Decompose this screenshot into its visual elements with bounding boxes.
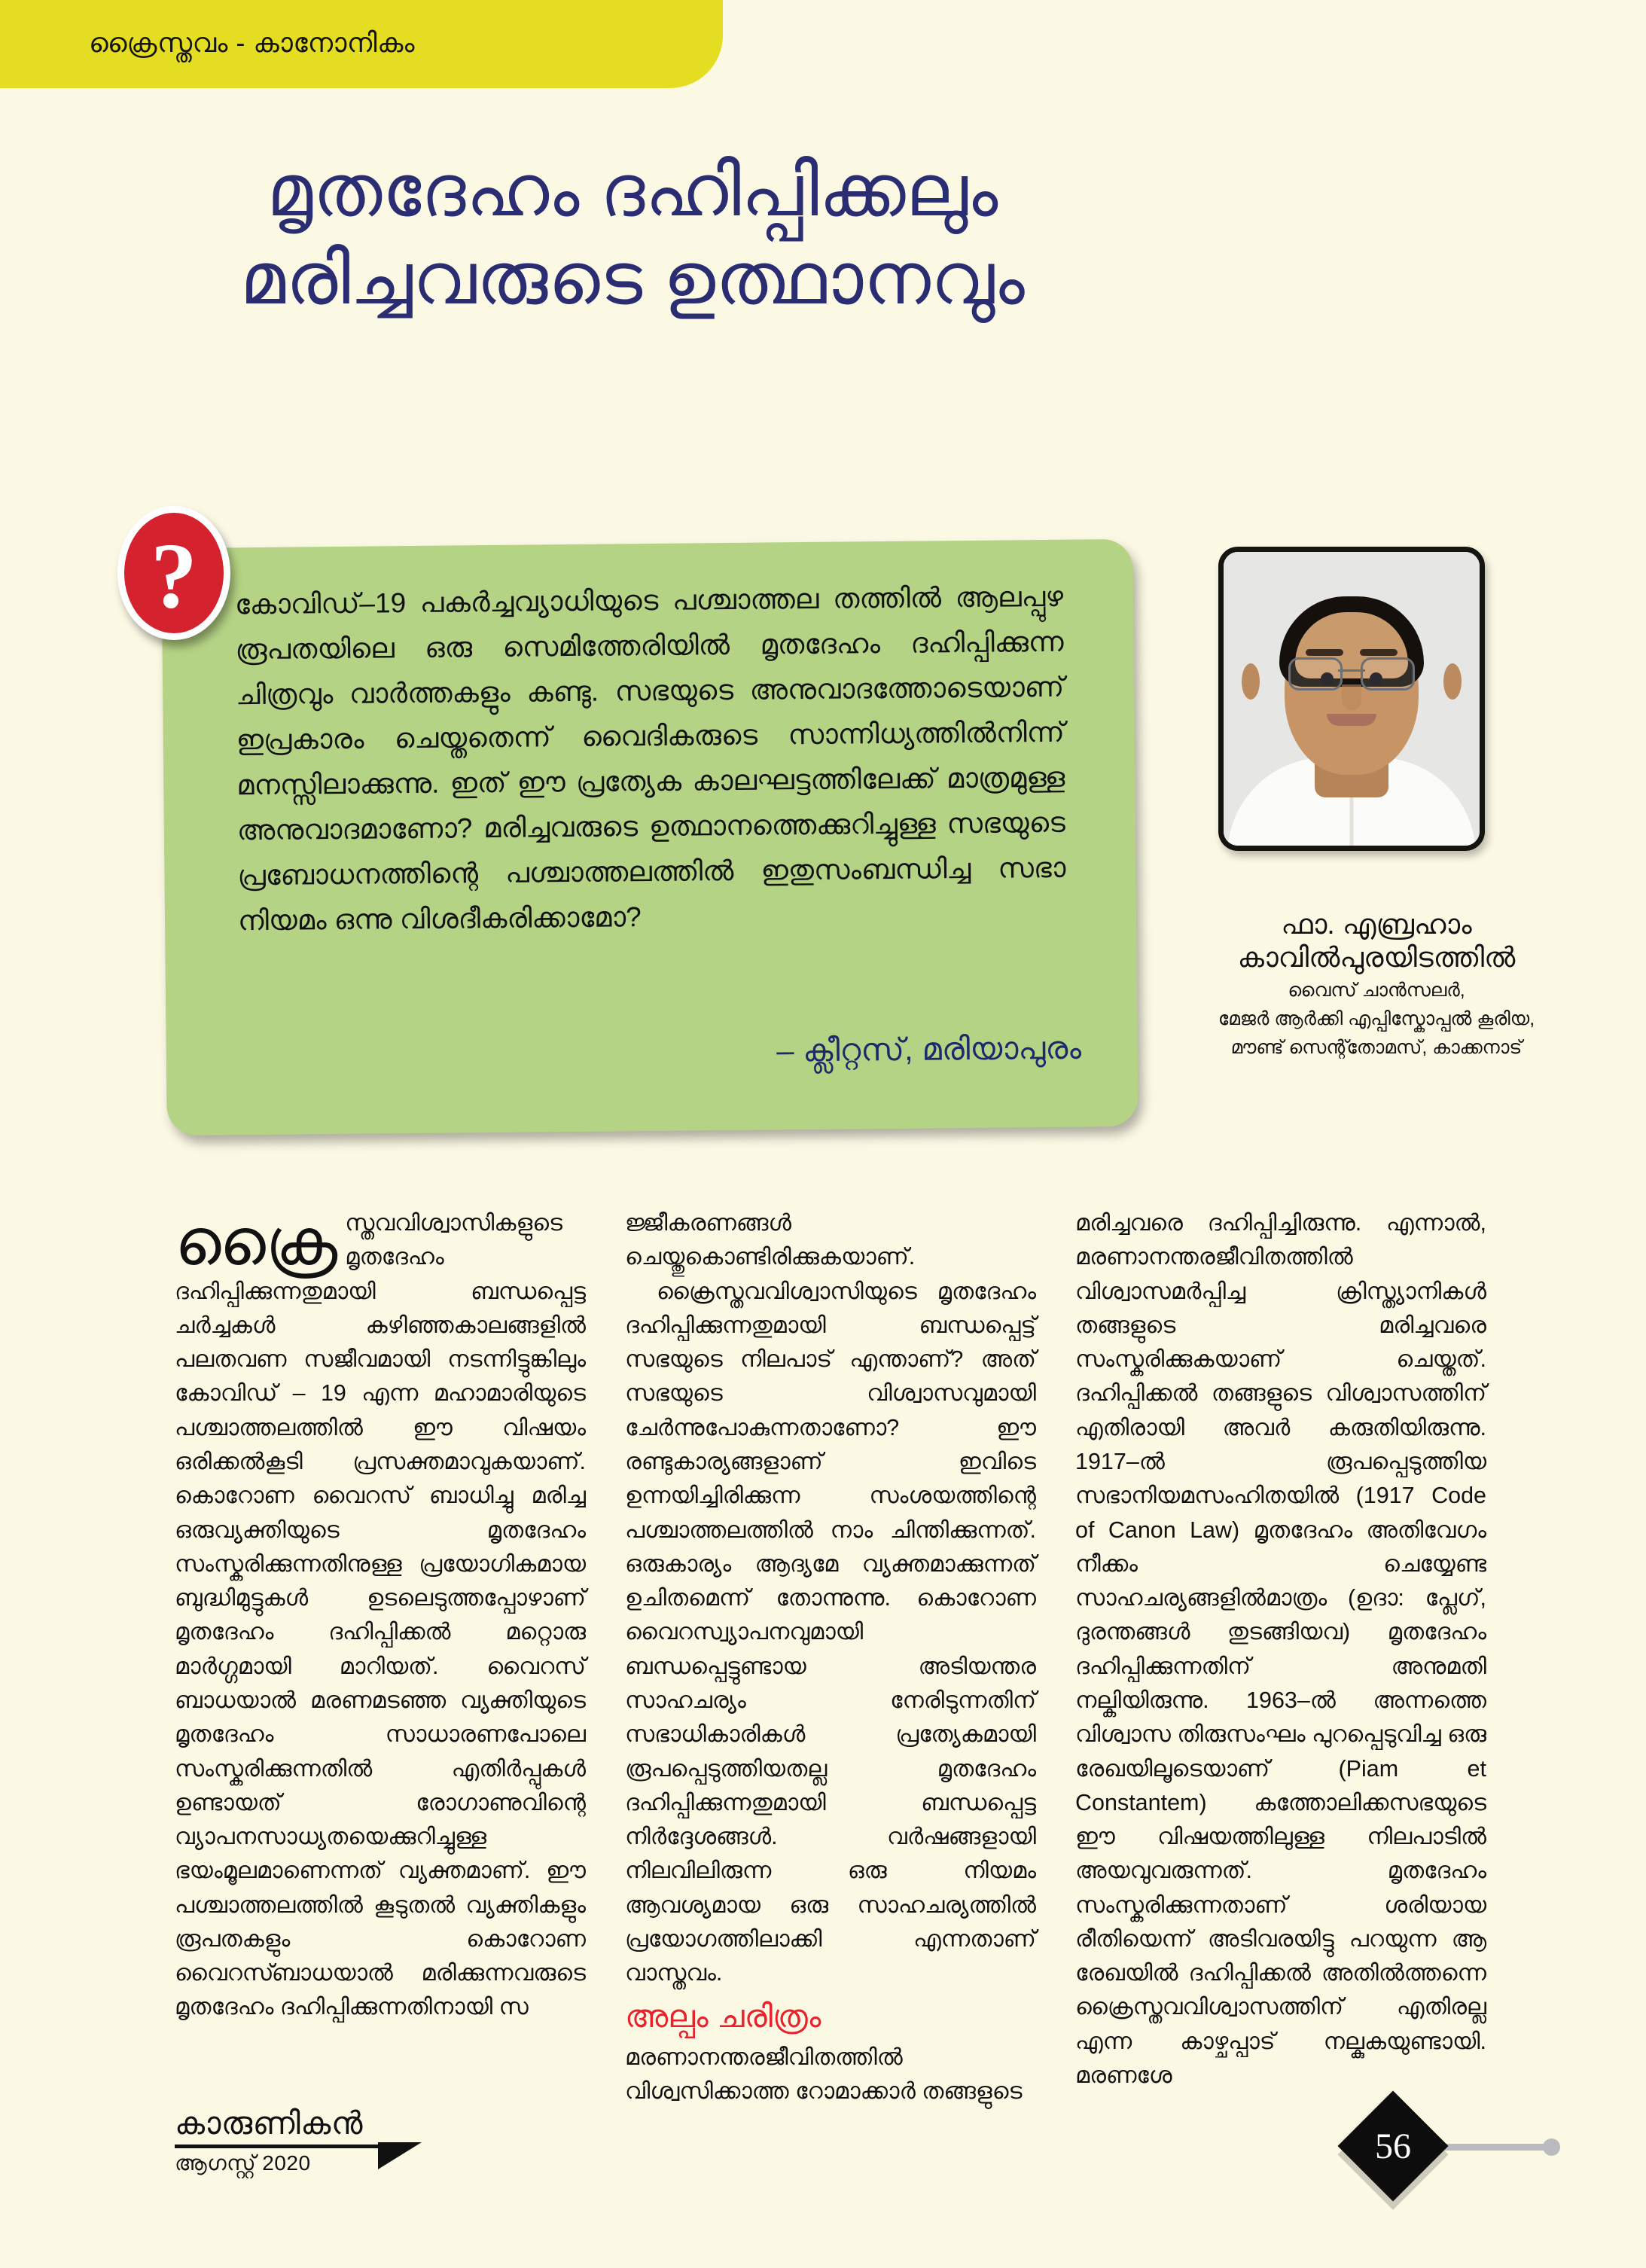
- glasses-bridge: [1338, 669, 1365, 672]
- headline-line-2: മരിച്ചവരുടെ ഉത്ഥാനവും: [239, 239, 1026, 320]
- author-caption: [1158, 908, 1595, 1059]
- portrait-brow-left: [1306, 649, 1343, 656]
- category-label: ക്രൈസ്തവം - കാനോനികം: [89, 26, 415, 58]
- avatar: [1224, 552, 1480, 846]
- column-1-paragraph-1: [175, 1206, 586, 2025]
- column-2-paragraph-2: ക്രൈസ്തവവിശ്വാസിയുടെ മൃതദേഹം ദഹിപ്പിക്കുന്നതുമായി ബന്ധപ്പെട്ട് സഭയുടെ നിലപാട് എന്താണ്? അത് സഭയുടെ വിശ്വാസവുമായി ചേർന്നുപോകുന്നതാണോ? ഈ രണ്ടുകാര്യങ്ങളാണ് ഇവിടെ ഉന്നയിച്ചിരിക്കുന്ന സംശയത്തിന്റെ പശ്ചാത്തലത്തിൽ നാം ചിന്തിക്കുന്നത്. ഒരുകാര്യം ആദ്യമേ വ്യക്തമാക്കുന്നത് ഉചിതമെന്ന് തോന്നുന്നു. കൊറോണ വൈറസ്വ്യാപനവുമായി ബന്ധപ്പെട്ടുണ്ടായ അടിയന്തര സാഹചര്യം നേരിടുന്നതിന് സഭാധികാരികൾ പ്രത്യേകമായി രൂപപ്പെടുത്തിയതല്ല മൃതദേഹം ദഹിപ്പിക്കുന്നതുമായി ബന്ധപ്പെട്ട നിർദ്ദേശങ്ങൾ. വർഷങ്ങളായി നിലവിലിരുന്ന ഒരു നിയമം ആവശ്യമായ ഒരു സാഹചര്യത്തിൽ പ്രയോഗത്തിലാക്കി എന്നതാണ് വാസ്തവം.: [625, 1278, 1036, 1986]
- headline-line-1: മൃതദേഹം ദഹിപ്പിക്കലും: [267, 151, 998, 231]
- section-subheading: അല്പം ചരിത്രം: [625, 1998, 821, 2035]
- category-tab: [0, 0, 723, 88]
- column-1-text: സ്തവവിശ്വാസികളുടെ മൃതദേഹം ദഹിപ്പിക്കുന്നതുമായി ബന്ധപ്പെട്ട ചർച്ചകൾ കഴിഞ്ഞകാലങ്ങളിൽ പലതവണ സജീവമായി നടന്നിട്ടുങ്കിലും കോവിഡ് – 19 എന്ന മഹാമാരിയുടെ പശ്ചാത്തലത്തിൽ ഈ വിഷയം ഒരിക്കൽകൂടി പ്രസക്തമാവുകയാണ്. കൊറോണ വൈറസ് ബാധിച്ചു മരിച്ച ഒരുവ്യക്തിയുടെ മൃതദേഹം സംസ്കരിക്കുന്നതിനുള്ള പ്രയോഗികമായ ബുദ്ധിമുട്ടുകൾ ഉടലെടുത്തപ്പോഴാണ് മൃതദേഹം ദഹിപ്പിക്കൽ മറ്റൊരു മാർഗ്ഗമായി മാറിയത്. വൈറസ് ബാധയാൽ മരണമടഞ്ഞ വ്യക്തിയുടെ മൃതദേഹം സാധാരണപോലെ സംസ്കരിക്കുന്നതിൽ എതിർപ്പുകൾ ഉണ്ടായത് രോഗാണുവിന്റെ വ്യാപനസാധ്യതയെക്കുറിച്ചുള്ള ഭയംമൂലമാണെന്നത് വ്യക്തമാണ്. ഈ പശ്ചാത്തലത്തിൽ കൂടുതൽ വ്യക്തികളും രൂപതകളും കൊറോണ വൈറസ്ബാധയാൽ മരിക്കുന്നവരുടെ മൃതദേഹം ദഹിപ്പിക്കുന്നതിനായി സ: [175, 1210, 586, 2020]
- author-role-line-3: മൗണ്ട് സെന്റ്തോമസ്, കാക്കനാട്: [1230, 1037, 1523, 1059]
- glasses-icon: [1288, 657, 1415, 687]
- author-role-line-1: വൈസ് ചാൻസലർ,: [1288, 980, 1465, 1001]
- column-2-paragraph-1: ജ്ജീകരണങ്ങൾ ചെയ്തുകൊണ്ടിരിക്കുകയാണ്.: [625, 1210, 916, 1270]
- footer-masthead: [175, 2107, 521, 2176]
- author-name-line-2: കാവിൽപുരയിടത്തിൽ: [1237, 941, 1516, 973]
- portrait-eye-right: [1370, 672, 1382, 685]
- portrait-mouth: [1327, 714, 1376, 726]
- pin-dot-icon: [1543, 2138, 1560, 2156]
- pin-line: [1431, 2144, 1550, 2151]
- portrait-nose: [1342, 684, 1361, 710]
- author-role-line-2: മേജർ ആർക്കി എപ്പിസ്കോപ്പൽ കൂരിയ,: [1218, 1008, 1535, 1030]
- article-column-1: [175, 1206, 586, 2108]
- author-photo: [1218, 547, 1485, 851]
- question-attribution: – ക്ലീറ്റസ്, മരിയാപുരം: [776, 1029, 1082, 1068]
- article-body: [175, 1206, 1486, 2108]
- question-card: [151, 524, 1135, 1146]
- portrait-eye-left: [1321, 672, 1334, 685]
- question-mark-icon: ?: [117, 506, 230, 640]
- page-number: 56: [1375, 2126, 1411, 2166]
- portrait-brow-right: [1360, 649, 1398, 656]
- article-column-3: [1075, 1206, 1486, 2108]
- glasses-lens-left: [1288, 657, 1343, 690]
- column-3-paragraph-1: മരിച്ചവരെ ദഹിപ്പിച്ചിരുന്നു. എന്നാൽ, മരണാനന്തരജീവിതത്തിൽ വിശ്വാസമർപ്പിച്ച ക്രിസ്ത്യാനികൾ തങ്ങളുടെ മരിച്ചവരെ സംസ്കരിക്കുകയാണ് ചെയ്തത്. ദഹിപ്പിക്കൽ തങ്ങളുടെ വിശ്വാസത്തിന് എതിരായി അവർ കരുതിയിരുന്നു. 1917–ൽ രൂപപ്പെടുത്തിയ സഭാനിയമസംഹിതയിൽ (1917 Code of Canon Law) മൃതദേഹം അതിവേഗം നീക്കം ചെയ്യേണ്ട സാഹചര്യങ്ങളിൽമാത്രം (ഉദാ: പ്ലേഗ്, ദുരന്തങ്ങൾ തുടങ്ങിയവ) മൃതദേഹം ദഹിപ്പിക്കുന്നതിന് അനുമതി നല്കിയിരുന്നു. 1963–ൽ അന്നത്തെ വിശ്വാസ തിരുസംഘം പുറപ്പെടുവിച്ച ഒരു രേഖയിലൂടെയാണ് (Piam et Constantem) കത്തോലിക്കസഭയുടെ ഈ വിഷയത്തിലുള്ള നിലപാടിൽ അയവുവരുന്നത്. മൃതദേഹം സംസ്കരിക്കുന്നതാണ് ശരിയായ രീതിയെന്ന് അടിവരയിട്ടു പറയുന്ന ആ രേഖയിൽ ദഹിപ്പിക്കൽ അതിൽത്തന്നെ ക്രൈസ്തവവിശ്വാസത്തിന് എതിരല്ല എന്ന കാഴ്ചപ്പാട് നല്കുകയുണ്ടായി. മരണശേ: [1075, 1210, 1486, 2089]
- page-title: [0, 147, 1265, 323]
- page-number-badge: [1342, 2096, 1590, 2202]
- magazine-name: കാരുണികൻ: [175, 2105, 364, 2141]
- portrait-ear-left: [1242, 663, 1260, 700]
- column-2-paragraph-3: മരണാനന്തരജീവിതത്തിൽ വിശ്വസിക്കാത്ത റോമാക്കാർ തങ്ങളുടെ: [625, 2044, 1023, 2104]
- masthead-rule: [175, 2145, 378, 2148]
- issue-date: ആഗസ്റ്റ് 2020: [175, 2151, 311, 2175]
- author-name-line-1: ഫാ. എബ്രഹാം: [1281, 909, 1472, 940]
- drop-cap: ക്രൈ: [175, 1206, 338, 1279]
- portrait-ear-right: [1443, 663, 1462, 700]
- glasses-lens-right: [1361, 657, 1415, 690]
- article-column-2: [625, 1206, 1036, 2108]
- question-text: കോവിഡ്–19 പകർച്ചവ്യാധിയുടെ പശ്ചാത്തല തത്തിൽ ആലപ്പുഴ രൂപതയിലെ ഒരു സെമിത്തേരിയിൽ മൃതദേഹം ദഹിപ്പിക്കുന്ന ചിത്രവും വാർത്തകളും കണ്ടു. സഭയുടെ അനുവാദത്തോടെയാണ് ഇപ്രകാരം ചെയ്തതെന്ന് വൈദികരുടെ സാന്നിധ്യത്തിൽനിന്ന് മനസ്സിലാക്കുന്നു. ഇത് ഈ പ്രത്യേക കാലഘട്ടത്തിലേക്ക് മാത്രമുള്ള അനുവാദമാണോ? മരിച്ചവരുടെ ഉത്ഥാനത്തെക്കുറിച്ചുള്ള സഭയുടെ പ്രബോധനത്തിന്റെ പശ്ചാത്തലത്തിൽ ഇതുസംബന്ധിച്ച സഭാ നിയമം ഒന്നു വിശദീകരിക്കാമോ?: [234, 581, 1066, 936]
